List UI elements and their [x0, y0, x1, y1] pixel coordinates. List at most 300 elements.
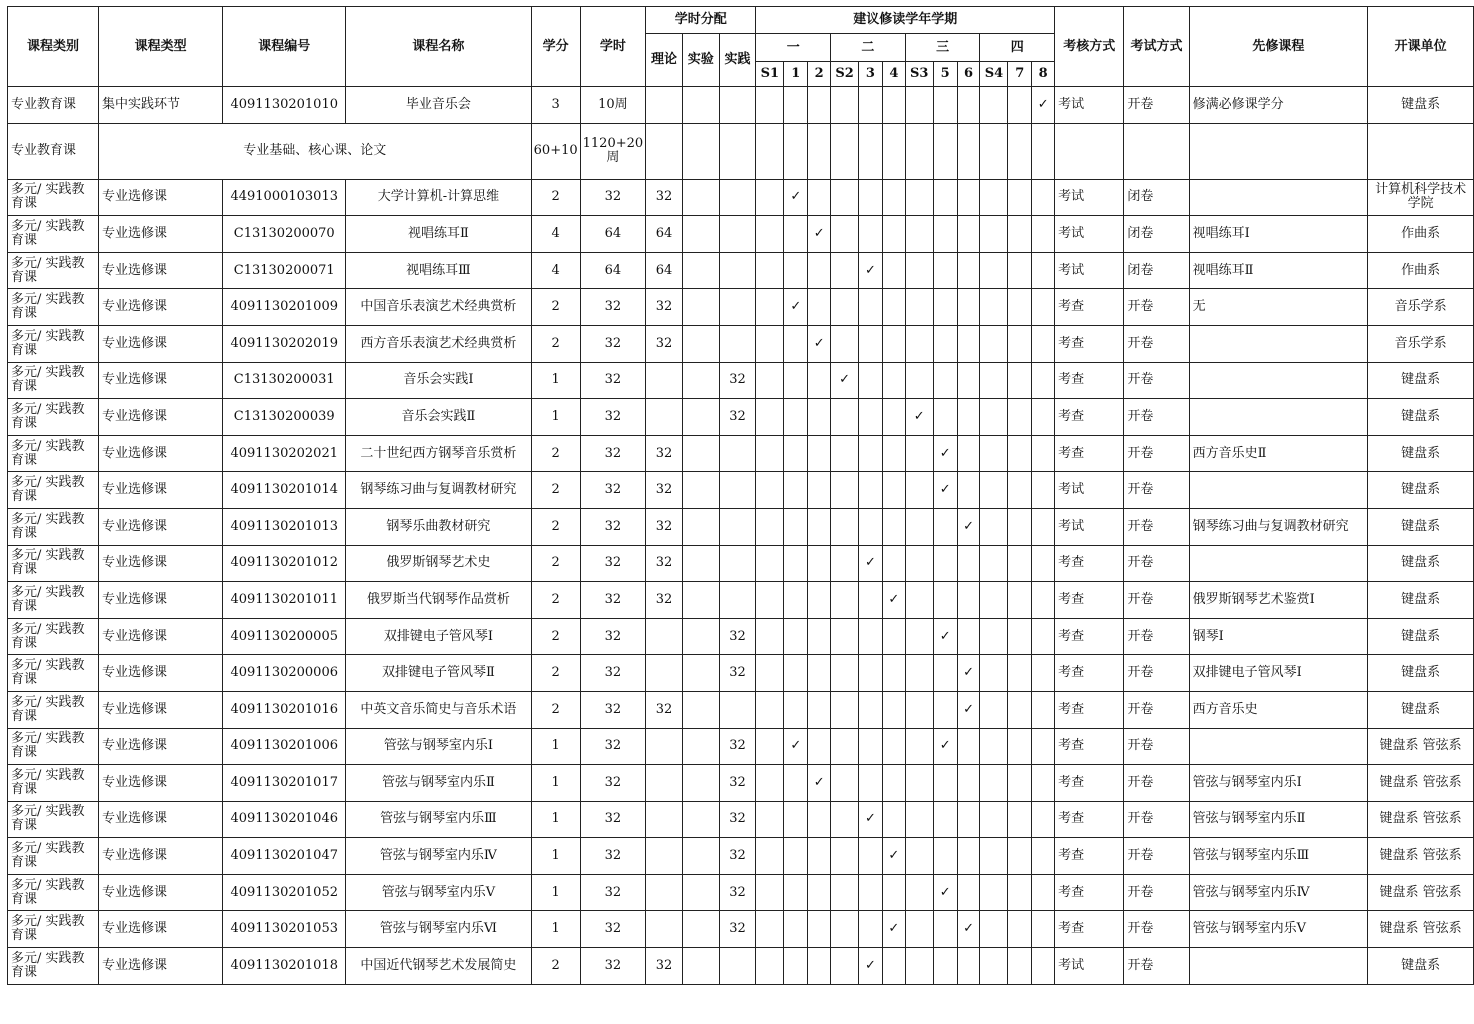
term-cell — [1032, 179, 1055, 216]
term-cell — [831, 252, 859, 289]
course-code-cell: 4091130201052 — [223, 874, 346, 911]
table-row — [8, 545, 1474, 582]
theory-hours-cell — [646, 911, 683, 948]
empty-cell — [1055, 123, 1124, 179]
term-cell — [933, 399, 957, 436]
term-cell — [1008, 289, 1032, 326]
course-name-cell: 毕业音乐会 — [346, 87, 532, 124]
hours-cell: 1120+20周 — [580, 123, 646, 179]
course-code-cell: C13130200071 — [223, 252, 346, 289]
lab-hours-cell — [682, 179, 719, 216]
header-term: S3 — [905, 62, 933, 87]
empty-cell — [980, 123, 1008, 179]
exam-method-cell: 开卷 — [1124, 618, 1189, 655]
exam-method-cell: 开卷 — [1124, 545, 1189, 582]
theory-hours-cell — [646, 801, 683, 838]
practice-hours-cell: 32 — [719, 911, 756, 948]
table-row — [8, 582, 1474, 619]
course-name-cell: 二十世纪西方钢琴音乐赏析 — [346, 435, 532, 472]
term-check-mark: ✓ — [808, 765, 831, 802]
term-cell — [980, 435, 1008, 472]
term-cell — [905, 179, 933, 216]
term-cell — [905, 325, 933, 362]
term-cell — [784, 87, 808, 124]
assess-method-cell: 考查 — [1055, 435, 1124, 472]
theory-hours-cell — [646, 655, 683, 692]
prerequisite-cell — [1189, 362, 1368, 399]
empty-cell — [882, 123, 905, 179]
department-cell: 键盘系 — [1368, 508, 1474, 545]
credits-cell: 1 — [531, 801, 580, 838]
header-term: 2 — [808, 62, 831, 87]
header-assess: 考核方式 — [1055, 7, 1124, 87]
exam-method-cell: 开卷 — [1124, 728, 1189, 765]
practice-hours-cell — [719, 508, 756, 545]
term-check-mark: ✓ — [957, 911, 980, 948]
credits-cell: 2 — [531, 582, 580, 619]
term-cell — [1032, 252, 1055, 289]
term-cell — [1032, 874, 1055, 911]
term-cell — [808, 874, 831, 911]
term-check-mark: ✓ — [957, 508, 980, 545]
term-cell — [784, 582, 808, 619]
term-check-mark: ✓ — [933, 472, 957, 509]
department-cell: 键盘系 — [1368, 655, 1474, 692]
credits-cell: 2 — [531, 948, 580, 985]
term-cell — [1008, 582, 1032, 619]
term-cell — [882, 691, 905, 728]
lab-hours-cell — [682, 765, 719, 802]
department-cell: 音乐学系 — [1368, 325, 1474, 362]
lab-hours-cell — [682, 472, 719, 509]
term-cell — [1032, 911, 1055, 948]
department-cell: 键盘系 — [1368, 582, 1474, 619]
term-cell — [808, 582, 831, 619]
table-row — [8, 838, 1474, 875]
term-cell — [859, 911, 883, 948]
theory-hours-cell: 64 — [646, 252, 683, 289]
table-row — [8, 399, 1474, 436]
theory-hours-cell — [646, 362, 683, 399]
empty-cell — [957, 123, 980, 179]
term-check-mark: ✓ — [859, 252, 883, 289]
course-table — [7, 6, 1474, 985]
term-check-mark: ✓ — [784, 289, 808, 326]
lab-hours-cell — [682, 691, 719, 728]
exam-method-cell: 开卷 — [1124, 765, 1189, 802]
course-name-cell: 西方音乐表演艺术经典赏析 — [346, 325, 532, 362]
department-cell: 键盘系 — [1368, 399, 1474, 436]
course-category-cell: 多元/ 实践教育课 — [8, 838, 99, 875]
hours-cell: 32 — [580, 948, 646, 985]
table-row — [8, 948, 1474, 985]
term-cell — [756, 399, 784, 436]
term-cell — [905, 801, 933, 838]
term-cell — [957, 728, 980, 765]
theory-hours-cell — [646, 838, 683, 875]
term-cell — [905, 655, 933, 692]
course-name-cell: 大学计算机-计算思维 — [346, 179, 532, 216]
exam-method-cell: 闭卷 — [1124, 216, 1189, 253]
term-cell — [980, 655, 1008, 692]
term-cell — [933, 691, 957, 728]
term-cell — [756, 87, 784, 124]
course-category-cell: 专业教育课 — [8, 87, 99, 124]
term-cell — [784, 655, 808, 692]
term-cell — [859, 289, 883, 326]
term-cell — [1008, 508, 1032, 545]
course-category-cell: 多元/ 实践教育课 — [8, 472, 99, 509]
hours-cell: 64 — [580, 216, 646, 253]
term-cell — [831, 508, 859, 545]
term-cell — [784, 618, 808, 655]
term-cell — [756, 801, 784, 838]
hours-cell: 64 — [580, 252, 646, 289]
term-cell — [756, 655, 784, 692]
theory-hours-cell — [646, 618, 683, 655]
department-cell: 作曲系 — [1368, 216, 1474, 253]
term-cell — [957, 582, 980, 619]
theory-hours-cell — [646, 399, 683, 436]
course-name-cell: 音乐会实践Ⅰ — [346, 362, 532, 399]
term-check-mark: ✓ — [1032, 87, 1055, 124]
term-cell — [933, 765, 957, 802]
term-cell — [784, 216, 808, 253]
term-cell — [808, 435, 831, 472]
theory-hours-cell: 32 — [646, 435, 683, 472]
term-cell — [1032, 618, 1055, 655]
lab-hours-cell — [682, 252, 719, 289]
theory-hours-cell: 32 — [646, 508, 683, 545]
term-cell — [1008, 325, 1032, 362]
credits-cell: 2 — [531, 545, 580, 582]
prerequisite-cell — [1189, 948, 1368, 985]
prerequisite-cell: 修满必修课学分 — [1189, 87, 1368, 124]
term-cell — [808, 289, 831, 326]
practice-hours-cell — [719, 252, 756, 289]
exam-method-cell: 开卷 — [1124, 508, 1189, 545]
term-cell — [1008, 801, 1032, 838]
term-cell — [957, 435, 980, 472]
term-check-mark: ✓ — [882, 838, 905, 875]
term-cell — [980, 765, 1008, 802]
header-year-1: 一 — [756, 34, 831, 62]
term-cell — [859, 87, 883, 124]
department-cell: 键盘系 — [1368, 948, 1474, 985]
term-cell — [756, 582, 784, 619]
course-code-cell: 4091130201013 — [223, 508, 346, 545]
term-cell — [756, 325, 784, 362]
course-name-cell: 钢琴练习曲与复调教材研究 — [346, 472, 532, 509]
term-cell — [957, 87, 980, 124]
term-cell — [756, 948, 784, 985]
header-term: 6 — [957, 62, 980, 87]
term-cell — [859, 435, 883, 472]
term-cell — [859, 618, 883, 655]
term-cell — [957, 545, 980, 582]
course-category-cell: 多元/ 实践教育课 — [8, 618, 99, 655]
course-name-cell: 视唱练耳Ⅱ — [346, 216, 532, 253]
table-row — [8, 472, 1474, 509]
term-cell — [882, 87, 905, 124]
table-row — [8, 123, 1474, 179]
course-code-cell: 4091130201010 — [223, 87, 346, 124]
term-cell — [1008, 87, 1032, 124]
term-cell — [756, 874, 784, 911]
term-cell — [784, 911, 808, 948]
term-cell — [1008, 252, 1032, 289]
header-hour-alloc: 学时分配 — [646, 7, 756, 34]
credits-cell: 2 — [531, 472, 580, 509]
term-cell — [831, 948, 859, 985]
exam-method-cell: 开卷 — [1124, 362, 1189, 399]
term-cell — [905, 252, 933, 289]
term-cell — [957, 801, 980, 838]
credits-cell: 2 — [531, 618, 580, 655]
term-cell — [1032, 691, 1055, 728]
prerequisite-cell: 西方音乐史Ⅱ — [1189, 435, 1368, 472]
table-row — [8, 179, 1474, 216]
term-cell — [831, 472, 859, 509]
course-code-cell: 4091130201047 — [223, 838, 346, 875]
term-cell — [831, 618, 859, 655]
term-cell — [980, 216, 1008, 253]
course-code-cell: 4091130201011 — [223, 582, 346, 619]
header-term: 7 — [1008, 62, 1032, 87]
credits-cell: 4 — [531, 216, 580, 253]
term-cell — [784, 874, 808, 911]
header-credits: 学分 — [531, 7, 580, 87]
exam-method-cell: 开卷 — [1124, 911, 1189, 948]
term-cell — [1032, 655, 1055, 692]
department-cell: 键盘系 管弦系 — [1368, 728, 1474, 765]
theory-hours-cell: 64 — [646, 216, 683, 253]
course-name-cell: 双排键电子管风琴Ⅰ — [346, 618, 532, 655]
course-type-cell: 专业选修课 — [98, 179, 222, 216]
term-cell — [1008, 399, 1032, 436]
exam-method-cell: 开卷 — [1124, 472, 1189, 509]
assess-method-cell: 考查 — [1055, 728, 1124, 765]
lab-hours-cell — [682, 325, 719, 362]
header-code: 课程编号 — [223, 7, 346, 87]
theory-hours-cell: 32 — [646, 582, 683, 619]
term-cell — [933, 216, 957, 253]
term-cell — [980, 399, 1008, 436]
term-cell — [905, 545, 933, 582]
exam-method-cell: 开卷 — [1124, 582, 1189, 619]
term-cell — [980, 472, 1008, 509]
term-cell — [1032, 399, 1055, 436]
credits-cell: 2 — [531, 289, 580, 326]
term-cell — [957, 289, 980, 326]
assess-method-cell: 考试 — [1055, 252, 1124, 289]
term-cell — [859, 472, 883, 509]
lab-hours-cell — [682, 618, 719, 655]
practice-hours-cell: 32 — [719, 838, 756, 875]
empty-cell — [831, 123, 859, 179]
course-code-cell: 4091130201012 — [223, 545, 346, 582]
course-code-cell: 4091130201009 — [223, 289, 346, 326]
course-type-cell: 专业选修课 — [98, 582, 222, 619]
department-cell: 音乐学系 — [1368, 289, 1474, 326]
hours-cell: 32 — [580, 582, 646, 619]
lab-hours-cell — [682, 216, 719, 253]
term-cell — [831, 728, 859, 765]
term-cell — [933, 655, 957, 692]
practice-hours-cell: 32 — [719, 618, 756, 655]
term-cell — [882, 655, 905, 692]
prerequisite-cell: 管弦与钢琴室内乐Ⅳ — [1189, 874, 1368, 911]
term-cell — [859, 765, 883, 802]
practice-hours-cell: 32 — [719, 655, 756, 692]
term-cell — [808, 655, 831, 692]
header-exam: 考试方式 — [1124, 7, 1189, 87]
table-row — [8, 728, 1474, 765]
term-cell — [1008, 765, 1032, 802]
practice-hours-cell — [719, 216, 756, 253]
header-dept: 开课单位 — [1368, 7, 1474, 87]
header-category: 课程类别 — [8, 7, 99, 87]
term-cell — [882, 874, 905, 911]
department-cell: 键盘系 — [1368, 362, 1474, 399]
term-cell — [1008, 691, 1032, 728]
term-cell — [1008, 179, 1032, 216]
practice-hours-cell: 32 — [719, 801, 756, 838]
term-cell — [756, 472, 784, 509]
term-cell — [957, 399, 980, 436]
term-cell — [784, 472, 808, 509]
term-cell — [784, 325, 808, 362]
term-cell — [784, 838, 808, 875]
prerequisite-cell: 无 — [1189, 289, 1368, 326]
theory-hours-cell: 32 — [646, 545, 683, 582]
course-name-cell: 管弦与钢琴室内乐Ⅰ — [346, 728, 532, 765]
prerequisite-cell: 管弦与钢琴室内乐Ⅴ — [1189, 911, 1368, 948]
prerequisite-cell: 双排键电子管风琴Ⅰ — [1189, 655, 1368, 692]
term-cell — [808, 87, 831, 124]
course-type-cell: 专业选修课 — [98, 655, 222, 692]
header-prereq: 先修课程 — [1189, 7, 1368, 87]
term-cell — [859, 838, 883, 875]
table-row — [8, 508, 1474, 545]
course-type-cell: 专业选修课 — [98, 435, 222, 472]
assess-method-cell: 考查 — [1055, 801, 1124, 838]
term-cell — [1032, 435, 1055, 472]
course-category-cell: 多元/ 实践教育课 — [8, 289, 99, 326]
term-cell — [1008, 435, 1032, 472]
empty-cell — [646, 123, 683, 179]
course-type-cell: 专业选修课 — [98, 801, 222, 838]
header-year-4: 四 — [980, 34, 1055, 62]
term-cell — [882, 472, 905, 509]
assess-method-cell: 考查 — [1055, 545, 1124, 582]
hours-cell: 32 — [580, 545, 646, 582]
exam-method-cell: 开卷 — [1124, 325, 1189, 362]
term-cell — [831, 325, 859, 362]
exam-method-cell: 开卷 — [1124, 435, 1189, 472]
prerequisite-cell: 西方音乐史 — [1189, 691, 1368, 728]
term-cell — [1008, 545, 1032, 582]
prerequisite-cell: 钢琴练习曲与复调教材研究 — [1189, 508, 1368, 545]
exam-method-cell: 开卷 — [1124, 399, 1189, 436]
term-cell — [882, 362, 905, 399]
course-category-cell: 多元/ 实践教育课 — [8, 948, 99, 985]
term-check-mark: ✓ — [784, 728, 808, 765]
prerequisite-cell: 钢琴Ⅰ — [1189, 618, 1368, 655]
exam-method-cell: 开卷 — [1124, 801, 1189, 838]
department-cell: 键盘系 管弦系 — [1368, 801, 1474, 838]
exam-method-cell: 开卷 — [1124, 87, 1189, 124]
header-name: 课程名称 — [346, 7, 532, 87]
hours-cell: 32 — [580, 874, 646, 911]
practice-hours-cell — [719, 691, 756, 728]
term-cell — [933, 362, 957, 399]
prerequisite-cell — [1189, 472, 1368, 509]
course-type-cell: 专业选修课 — [98, 362, 222, 399]
term-cell — [808, 948, 831, 985]
hours-cell: 32 — [580, 838, 646, 875]
assess-method-cell: 考试 — [1055, 179, 1124, 216]
course-name-cell: 俄罗斯当代钢琴作品赏析 — [346, 582, 532, 619]
table-row — [8, 252, 1474, 289]
term-cell — [784, 801, 808, 838]
course-name-cell: 管弦与钢琴室内乐Ⅲ — [346, 801, 532, 838]
term-cell — [1032, 216, 1055, 253]
term-cell — [784, 435, 808, 472]
term-cell — [905, 691, 933, 728]
term-cell — [980, 325, 1008, 362]
credits-cell: 2 — [531, 691, 580, 728]
course-type-cell: 专业选修课 — [98, 216, 222, 253]
department-cell: 键盘系 管弦系 — [1368, 874, 1474, 911]
term-check-mark: ✓ — [933, 728, 957, 765]
term-cell — [1032, 728, 1055, 765]
course-name-cell: 中国音乐表演艺术经典赏析 — [346, 289, 532, 326]
term-cell — [980, 252, 1008, 289]
department-cell: 键盘系 — [1368, 691, 1474, 728]
empty-cell — [1189, 123, 1368, 179]
course-code-cell: 4091130201018 — [223, 948, 346, 985]
exam-method-cell: 开卷 — [1124, 655, 1189, 692]
empty-cell — [1032, 123, 1055, 179]
prerequisite-cell: 俄罗斯钢琴艺术鉴赏Ⅰ — [1189, 582, 1368, 619]
course-code-cell: 4091130200006 — [223, 655, 346, 692]
term-cell — [957, 472, 980, 509]
term-cell — [882, 508, 905, 545]
assess-method-cell: 考查 — [1055, 691, 1124, 728]
term-cell — [1032, 948, 1055, 985]
lab-hours-cell — [682, 838, 719, 875]
hours-cell: 32 — [580, 362, 646, 399]
term-check-mark: ✓ — [957, 691, 980, 728]
course-name-cell: 管弦与钢琴室内乐Ⅴ — [346, 874, 532, 911]
course-category-cell: 多元/ 实践教育课 — [8, 435, 99, 472]
term-cell — [957, 618, 980, 655]
lab-hours-cell — [682, 545, 719, 582]
header-term: 5 — [933, 62, 957, 87]
course-type-cell: 专业选修课 — [98, 289, 222, 326]
department-cell: 作曲系 — [1368, 252, 1474, 289]
lab-hours-cell — [682, 911, 719, 948]
table-row — [8, 765, 1474, 802]
term-cell — [882, 435, 905, 472]
hours-cell: 32 — [580, 435, 646, 472]
term-cell — [831, 216, 859, 253]
term-cell — [859, 728, 883, 765]
term-cell — [933, 838, 957, 875]
term-check-mark: ✓ — [859, 948, 883, 985]
term-check-mark: ✓ — [831, 362, 859, 399]
